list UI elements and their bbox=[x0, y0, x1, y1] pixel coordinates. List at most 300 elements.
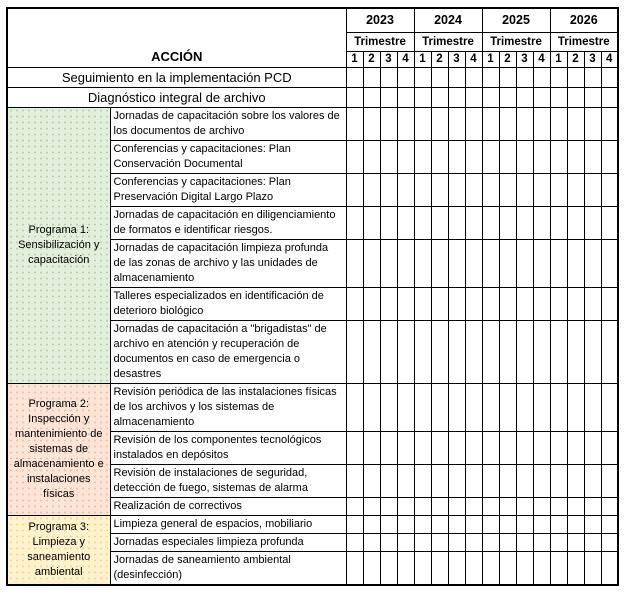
quarter-cell bbox=[380, 551, 397, 585]
quarter-cell bbox=[516, 140, 533, 173]
quarter-cell bbox=[397, 87, 414, 107]
quarter-cell bbox=[550, 431, 567, 464]
quarter-cell-filled bbox=[397, 67, 414, 87]
quarter-cell bbox=[397, 107, 414, 140]
quarter-cell bbox=[346, 206, 363, 239]
quarter-cell bbox=[482, 206, 499, 239]
quarter-cell-filled bbox=[482, 140, 499, 173]
quarter-cell bbox=[584, 173, 601, 206]
quarter-cell-filled bbox=[601, 87, 618, 107]
quarter-cell bbox=[533, 140, 550, 173]
quarter-cell-filled bbox=[448, 497, 465, 515]
quarter-cell-filled bbox=[550, 515, 567, 533]
quarter-cell-filled bbox=[533, 515, 550, 533]
quarter-cell bbox=[584, 239, 601, 287]
quarter-number: 4 bbox=[601, 51, 618, 67]
quarter-cell bbox=[550, 239, 567, 287]
quarter-cell bbox=[431, 140, 448, 173]
quarter-cell-filled bbox=[465, 431, 482, 464]
quarter-cell-filled bbox=[363, 320, 380, 383]
quarter-cell-filled bbox=[448, 515, 465, 533]
quarter-cell bbox=[380, 383, 397, 431]
quarter-number: 1 bbox=[346, 51, 363, 67]
quarter-cell bbox=[380, 206, 397, 239]
quarter-cell-filled bbox=[601, 515, 618, 533]
quarter-cell-filled bbox=[550, 497, 567, 515]
quarter-cell bbox=[533, 497, 550, 515]
quarter-cell bbox=[482, 320, 499, 383]
quarter-cell-filled bbox=[567, 239, 584, 287]
year-header: 2023 bbox=[346, 8, 414, 32]
quarter-cell bbox=[482, 533, 499, 551]
quarter-cell-filled bbox=[499, 206, 516, 239]
quarter-cell-filled bbox=[482, 497, 499, 515]
quarter-cell bbox=[346, 464, 363, 497]
program-activity-row bbox=[7, 515, 618, 533]
quarter-cell-filled bbox=[567, 87, 584, 107]
quarter-cell bbox=[448, 287, 465, 320]
action-cell: Jornadas de saneamiento ambiental (desinfección) bbox=[110, 551, 346, 585]
quarter-cell bbox=[380, 287, 397, 320]
quarter-cell bbox=[346, 533, 363, 551]
quarter-cell bbox=[567, 173, 584, 206]
quarter-cell bbox=[346, 551, 363, 585]
quarter-cell-filled bbox=[567, 383, 584, 431]
quarter-cell-filled bbox=[414, 515, 431, 533]
quarter-cell-filled bbox=[431, 431, 448, 464]
quarter-cell-filled bbox=[431, 515, 448, 533]
quarter-cell bbox=[414, 287, 431, 320]
quarter-cell bbox=[516, 431, 533, 464]
quarter-cell bbox=[567, 107, 584, 140]
program-activity-row bbox=[7, 383, 618, 431]
schedule-header bbox=[7, 8, 618, 67]
quarter-cell bbox=[516, 551, 533, 585]
quarter-cell bbox=[397, 320, 414, 383]
quarter-cell-filled bbox=[414, 497, 431, 515]
quarter-cell bbox=[567, 140, 584, 173]
quarter-cell-filled bbox=[465, 515, 482, 533]
quarter-cell bbox=[346, 431, 363, 464]
quarter-cell-filled bbox=[550, 87, 567, 107]
quarter-cell bbox=[533, 206, 550, 239]
quarter-cell-filled bbox=[567, 287, 584, 320]
quarter-cell bbox=[550, 206, 567, 239]
quarter-number: 2 bbox=[567, 51, 584, 67]
quarter-cell-filled bbox=[499, 67, 516, 87]
program-activity-row bbox=[7, 107, 618, 140]
quarter-cell bbox=[601, 287, 618, 320]
schedule-table bbox=[6, 7, 619, 586]
quarter-cell-filled bbox=[482, 107, 499, 140]
quarter-cell-filled bbox=[465, 383, 482, 431]
quarter-cell-filled bbox=[516, 497, 533, 515]
quarter-cell-filled bbox=[482, 515, 499, 533]
quarter-cell bbox=[465, 87, 482, 107]
quarter-cell-filled bbox=[550, 107, 567, 140]
quarter-cell bbox=[482, 239, 499, 287]
quarter-cell bbox=[414, 551, 431, 585]
activity-label: Seguimiento en la implementación PCD bbox=[7, 67, 346, 87]
quarter-cell bbox=[363, 107, 380, 140]
quarter-cell bbox=[482, 551, 499, 585]
quarter-cell bbox=[465, 173, 482, 206]
quarter-cell bbox=[533, 551, 550, 585]
quarter-cell-filled bbox=[431, 464, 448, 497]
quarter-cell-filled bbox=[363, 551, 380, 585]
quarter-cell bbox=[601, 173, 618, 206]
quarter-cell bbox=[516, 206, 533, 239]
quarter-cell-filled bbox=[363, 287, 380, 320]
activity-label: Diagnóstico integral de archivo bbox=[7, 87, 346, 107]
quarter-cell bbox=[533, 287, 550, 320]
quarter-cell-filled bbox=[567, 67, 584, 87]
action-cell: Jornadas de capacitación sobre los valores de los documentos de archivo bbox=[110, 107, 346, 140]
quarter-cell bbox=[584, 551, 601, 585]
quarter-cell-filled bbox=[567, 464, 584, 497]
quarter-cell-filled bbox=[363, 239, 380, 287]
quarter-cell bbox=[499, 107, 516, 140]
quarter-cell-filled bbox=[431, 320, 448, 383]
quarter-cell bbox=[448, 173, 465, 206]
quarter-cell-filled bbox=[567, 533, 584, 551]
quarter-number: 3 bbox=[380, 51, 397, 67]
quarter-cell-filled bbox=[499, 239, 516, 287]
quarter-cell bbox=[499, 87, 516, 107]
quarter-cell bbox=[380, 87, 397, 107]
quarter-cell bbox=[380, 320, 397, 383]
quarter-number: 1 bbox=[414, 51, 431, 67]
action-cell: Jornadas de capacitación limpieza profunda de las zonas de archivo y las unidades de almacenamiento bbox=[110, 239, 346, 287]
quarter-cell bbox=[363, 173, 380, 206]
quarter-cell bbox=[414, 464, 431, 497]
quarter-cell bbox=[516, 383, 533, 431]
quarter-cell bbox=[346, 320, 363, 383]
quarter-cell bbox=[465, 551, 482, 585]
quarter-cell-filled bbox=[431, 551, 448, 585]
quarter-cell bbox=[465, 239, 482, 287]
quarter-cell bbox=[516, 239, 533, 287]
quarter-cell bbox=[533, 320, 550, 383]
quarter-cell-filled bbox=[533, 383, 550, 431]
quarter-cell bbox=[482, 87, 499, 107]
quarter-cell-filled bbox=[533, 464, 550, 497]
quarter-cell bbox=[414, 533, 431, 551]
quarter-cell-filled bbox=[465, 67, 482, 87]
quarter-cell-filled bbox=[397, 533, 414, 551]
quarter-cell bbox=[380, 173, 397, 206]
quarter-cell bbox=[601, 140, 618, 173]
quarter-cell bbox=[431, 173, 448, 206]
quarter-cell bbox=[550, 551, 567, 585]
quarter-cell bbox=[584, 206, 601, 239]
quarter-cell bbox=[448, 464, 465, 497]
quarter-cell-filled bbox=[414, 67, 431, 87]
quarter-cell-filled bbox=[567, 206, 584, 239]
quarter-cell bbox=[516, 87, 533, 107]
quarter-cell-filled bbox=[601, 533, 618, 551]
quarter-cell bbox=[601, 551, 618, 585]
quarter-cell-filled bbox=[431, 239, 448, 287]
quarter-cell bbox=[482, 383, 499, 431]
quarter-cell bbox=[567, 497, 584, 515]
program-label: Programa 1: Sensibilización y capacitación bbox=[7, 107, 110, 383]
trimester-header: Trimestre bbox=[346, 32, 414, 51]
quarter-cell-filled bbox=[363, 431, 380, 464]
quarter-number: 2 bbox=[499, 51, 516, 67]
quarter-cell bbox=[448, 551, 465, 585]
quarter-cell-filled bbox=[397, 383, 414, 431]
action-cell: Revisión periódica de las instalaciones físicas de los archivos y los sistemas de almacenamiento bbox=[110, 383, 346, 431]
quarter-cell bbox=[516, 464, 533, 497]
quarter-cell-filled bbox=[346, 67, 363, 87]
quarter-cell-filled bbox=[431, 206, 448, 239]
quarter-cell bbox=[533, 87, 550, 107]
action-cell: Jornadas de capacitación a "brigadistas" de archivo en atención y recuperación de documentos en caso de emergencia o desastres bbox=[110, 320, 346, 383]
quarter-cell bbox=[380, 107, 397, 140]
action-cell: Realización de correctivos bbox=[110, 497, 346, 515]
quarter-cell bbox=[397, 173, 414, 206]
quarter-cell bbox=[414, 239, 431, 287]
quarter-cell-filled bbox=[499, 287, 516, 320]
quarter-cell bbox=[346, 239, 363, 287]
quarter-cell bbox=[550, 533, 567, 551]
quarter-cell bbox=[482, 287, 499, 320]
quarter-cell bbox=[516, 107, 533, 140]
trimester-header: Trimestre bbox=[414, 32, 482, 51]
quarter-cell bbox=[363, 140, 380, 173]
quarter-cell bbox=[550, 464, 567, 497]
quarter-cell bbox=[346, 87, 363, 107]
quarter-cell bbox=[414, 383, 431, 431]
quarter-cell bbox=[482, 464, 499, 497]
quarter-cell bbox=[533, 107, 550, 140]
quarter-cell-filled bbox=[516, 67, 533, 87]
quarter-cell bbox=[482, 431, 499, 464]
quarter-number: 1 bbox=[550, 51, 567, 67]
quarter-cell-filled bbox=[550, 67, 567, 87]
year-header: 2025 bbox=[482, 8, 550, 32]
program-label: Programa 3: Limpieza y saneamiento ambiental bbox=[7, 515, 110, 585]
quarter-cell-filled bbox=[499, 551, 516, 585]
quarter-cell bbox=[397, 497, 414, 515]
quarter-cell-filled bbox=[414, 140, 431, 173]
quarter-cell-filled bbox=[567, 431, 584, 464]
quarter-cell bbox=[380, 464, 397, 497]
quarter-number: 1 bbox=[482, 51, 499, 67]
quarter-cell-filled bbox=[397, 431, 414, 464]
quarter-cell bbox=[516, 173, 533, 206]
quarter-number: 4 bbox=[397, 51, 414, 67]
quarter-cell bbox=[380, 239, 397, 287]
quarter-cell bbox=[397, 287, 414, 320]
quarter-cell-filled bbox=[601, 67, 618, 87]
quarter-cell bbox=[448, 383, 465, 431]
quarter-cell bbox=[448, 431, 465, 464]
quarter-cell bbox=[584, 383, 601, 431]
quarter-cell-filled bbox=[499, 533, 516, 551]
quarter-cell bbox=[380, 533, 397, 551]
quarter-cell bbox=[431, 107, 448, 140]
quarter-number: 2 bbox=[363, 51, 380, 67]
quarter-cell-filled bbox=[516, 515, 533, 533]
quarter-cell bbox=[516, 320, 533, 383]
program-label: Programa 2: Inspección y mantenimiento de sistemas de almacenamiento e instalaciones físicas bbox=[7, 383, 110, 515]
quarter-cell bbox=[397, 551, 414, 585]
quarter-cell-filled bbox=[363, 533, 380, 551]
quarter-cell bbox=[431, 87, 448, 107]
quarter-cell-filled bbox=[414, 173, 431, 206]
quarter-cell bbox=[499, 173, 516, 206]
year-row bbox=[7, 8, 618, 32]
quarter-cell bbox=[601, 206, 618, 239]
quarter-number: 3 bbox=[584, 51, 601, 67]
quarter-number: 3 bbox=[516, 51, 533, 67]
action-cell: Revisión de los componentes tecnológicos instalados en depósitos bbox=[110, 431, 346, 464]
quarter-cell bbox=[550, 383, 567, 431]
quarter-cell-filled bbox=[465, 533, 482, 551]
quarter-cell bbox=[363, 497, 380, 515]
activity-row bbox=[7, 87, 618, 107]
quarter-cell bbox=[380, 140, 397, 173]
quarter-cell-filled bbox=[346, 140, 363, 173]
quarter-cell bbox=[346, 497, 363, 515]
quarter-cell-filled bbox=[567, 515, 584, 533]
quarter-cell bbox=[601, 107, 618, 140]
quarter-cell-filled bbox=[397, 464, 414, 497]
action-cell: Limpieza general de espacios, mobiliario bbox=[110, 515, 346, 533]
schedule-body bbox=[7, 67, 618, 585]
quarter-cell-filled bbox=[397, 515, 414, 533]
quarter-cell-filled bbox=[601, 431, 618, 464]
quarter-cell-filled bbox=[431, 383, 448, 431]
quarter-cell-filled bbox=[550, 140, 567, 173]
quarter-cell bbox=[414, 320, 431, 383]
quarter-cell bbox=[448, 320, 465, 383]
quarter-cell bbox=[414, 431, 431, 464]
quarter-cell bbox=[448, 87, 465, 107]
accion-header: ACCIÓN bbox=[7, 8, 346, 67]
quarter-cell-filled bbox=[567, 320, 584, 383]
quarter-cell bbox=[380, 431, 397, 464]
quarter-cell-filled bbox=[363, 383, 380, 431]
quarter-cell bbox=[584, 464, 601, 497]
quarter-cell bbox=[465, 206, 482, 239]
quarter-cell bbox=[499, 140, 516, 173]
quarter-cell-filled bbox=[346, 515, 363, 533]
quarter-cell-filled bbox=[346, 107, 363, 140]
activity-row bbox=[7, 67, 618, 87]
quarter-cell-filled bbox=[533, 533, 550, 551]
quarter-cell-filled bbox=[448, 67, 465, 87]
quarter-number: 4 bbox=[465, 51, 482, 67]
quarter-cell bbox=[448, 533, 465, 551]
quarter-cell-filled bbox=[363, 515, 380, 533]
quarter-cell bbox=[465, 320, 482, 383]
quarter-cell bbox=[601, 239, 618, 287]
quarter-cell-filled bbox=[601, 383, 618, 431]
quarter-cell bbox=[584, 107, 601, 140]
quarter-cell bbox=[448, 107, 465, 140]
quarter-cell-filled bbox=[499, 464, 516, 497]
quarter-cell-filled bbox=[380, 515, 397, 533]
quarter-cell-filled bbox=[567, 551, 584, 585]
quarter-cell bbox=[601, 320, 618, 383]
quarter-cell-filled bbox=[584, 67, 601, 87]
quarter-cell bbox=[533, 239, 550, 287]
quarter-cell-filled bbox=[363, 464, 380, 497]
quarter-cell-filled bbox=[533, 431, 550, 464]
quarter-cell bbox=[516, 533, 533, 551]
quarter-cell bbox=[584, 140, 601, 173]
quarter-number: 2 bbox=[431, 51, 448, 67]
quarter-cell-filled bbox=[431, 67, 448, 87]
quarter-cell-filled bbox=[380, 497, 397, 515]
quarter-cell bbox=[346, 287, 363, 320]
quarter-cell bbox=[448, 206, 465, 239]
quarter-cell bbox=[397, 206, 414, 239]
year-header: 2024 bbox=[414, 8, 482, 32]
quarter-cell-filled bbox=[482, 67, 499, 87]
action-cell: Talleres especializados en identificación de deterioro biológico bbox=[110, 287, 346, 320]
quarter-cell-filled bbox=[499, 431, 516, 464]
quarter-cell-filled bbox=[431, 287, 448, 320]
quarter-cell-filled bbox=[499, 383, 516, 431]
quarter-cell bbox=[448, 239, 465, 287]
quarter-cell-filled bbox=[482, 173, 499, 206]
quarter-cell bbox=[499, 497, 516, 515]
quarter-cell bbox=[414, 206, 431, 239]
quarter-cell bbox=[584, 287, 601, 320]
quarter-cell bbox=[397, 140, 414, 173]
quarter-cell-filled bbox=[431, 533, 448, 551]
quarter-cell bbox=[584, 431, 601, 464]
quarter-cell bbox=[533, 173, 550, 206]
quarter-cell bbox=[414, 87, 431, 107]
quarter-cell-filled bbox=[584, 87, 601, 107]
quarter-cell bbox=[465, 287, 482, 320]
quarter-cell bbox=[431, 497, 448, 515]
action-cell: Jornadas de capacitación en diligenciamiento de formatos e identificar riesgos. bbox=[110, 206, 346, 239]
quarter-cell-filled bbox=[380, 67, 397, 87]
quarter-cell bbox=[601, 497, 618, 515]
quarter-cell bbox=[363, 87, 380, 107]
quarter-cell-filled bbox=[601, 464, 618, 497]
quarter-cell-filled bbox=[499, 515, 516, 533]
quarter-cell-filled bbox=[363, 206, 380, 239]
quarter-cell bbox=[397, 239, 414, 287]
quarter-cell bbox=[346, 383, 363, 431]
quarter-cell-filled bbox=[584, 515, 601, 533]
quarter-cell bbox=[448, 140, 465, 173]
quarter-cell-filled bbox=[414, 107, 431, 140]
quarter-cell-filled bbox=[584, 497, 601, 515]
quarter-cell bbox=[465, 497, 482, 515]
quarter-cell bbox=[465, 140, 482, 173]
action-cell: Conferencias y capacitaciones: Plan Conservación Documental bbox=[110, 140, 346, 173]
quarter-cell bbox=[584, 533, 601, 551]
action-cell: Conferencias y capacitaciones: Plan Preservación Digital Largo Plazo bbox=[110, 173, 346, 206]
quarter-number: 3 bbox=[448, 51, 465, 67]
quarter-cell-filled bbox=[346, 173, 363, 206]
trimester-header: Trimestre bbox=[550, 32, 618, 51]
quarter-number: 4 bbox=[533, 51, 550, 67]
trimester-header: Trimestre bbox=[482, 32, 550, 51]
action-cell: Jornadas especiales limpieza profunda bbox=[110, 533, 346, 551]
year-header: 2026 bbox=[550, 8, 618, 32]
quarter-cell bbox=[516, 287, 533, 320]
quarter-cell-filled bbox=[499, 320, 516, 383]
